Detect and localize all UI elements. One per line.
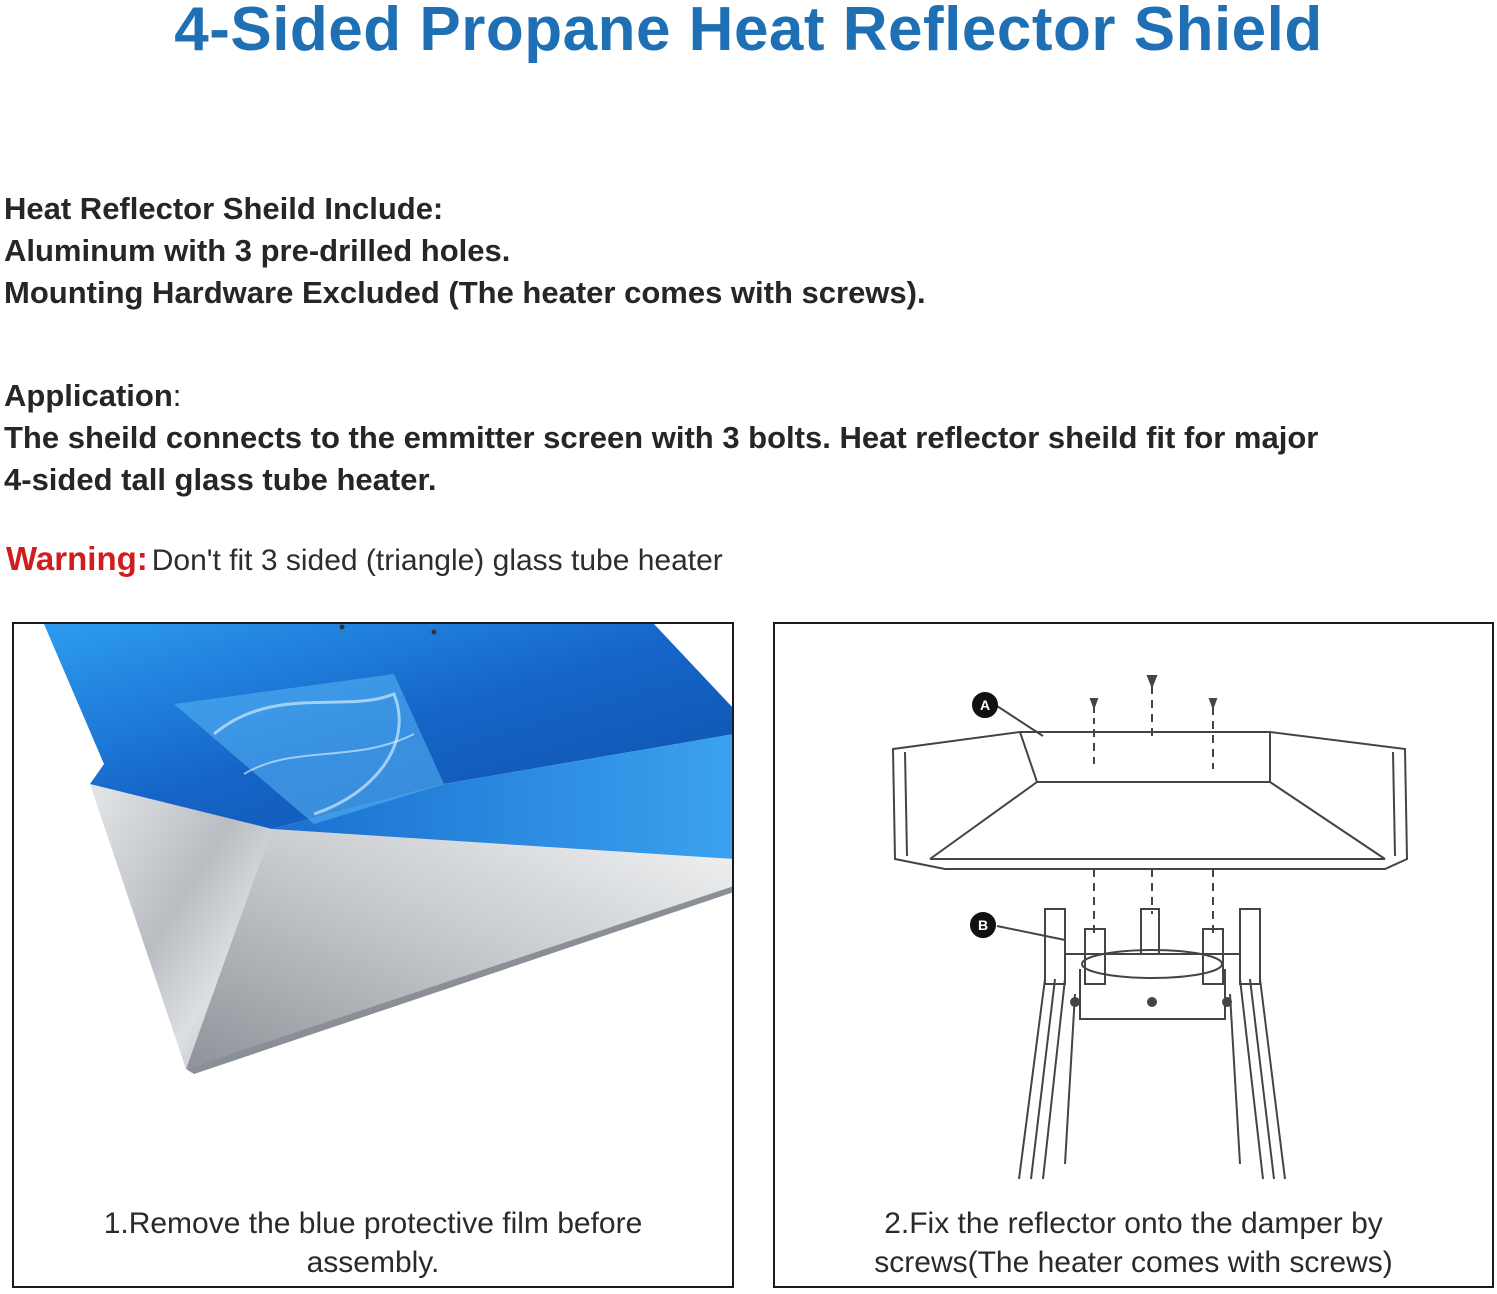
page-title: 4-Sided Propane Heat Reflector Shield — [174, 0, 1323, 64]
caption-line: 2.Fix the reflector onto the damper by — [884, 1207, 1383, 1240]
warning-label: Warning: — [6, 540, 148, 577]
alignment-lines — [1094, 869, 1213, 934]
warning-line — [6, 540, 723, 578]
drilled-hole — [340, 625, 345, 630]
aluminum-face-right — [186, 829, 734, 1069]
callout-b-label: B — [977, 917, 989, 933]
film-removal-caption — [14, 1204, 732, 1282]
includes-item: Aluminum with 3 pre-drilled holes. — [4, 233, 511, 268]
callout-leader-b — [997, 926, 1065, 940]
screws-drawing — [1091, 676, 1216, 769]
heater-frame-drawing — [1019, 909, 1285, 1179]
shield-photo-illustration — [14, 624, 734, 1204]
caption-line: assembly. — [306, 1246, 440, 1279]
installation-diagram — [775, 624, 1494, 1204]
film-removal-panel — [12, 622, 734, 1288]
application-heading-text: Application — [4, 378, 173, 413]
drilled-hole — [432, 630, 437, 635]
application-section — [4, 375, 1318, 501]
application-heading — [4, 375, 1318, 417]
caption-line: 1.Remove the blue protective film before — [103, 1207, 643, 1240]
installation-panel — [773, 622, 1494, 1288]
application-line: 4-sided tall glass tube heater. — [4, 462, 437, 497]
includes-item: Mounting Hardware Excluded (The heater comes with screws). — [4, 275, 926, 310]
installation-caption — [775, 1204, 1492, 1282]
callout-a-label: A — [979, 697, 991, 713]
reflector-shield-drawing — [893, 732, 1407, 869]
application-heading-colon: : — [172, 378, 182, 413]
includes-heading: Heat Reflector Sheild Include: — [4, 191, 444, 226]
warning-text: Don't fit 3 sided (triangle) glass tube heater — [151, 544, 723, 577]
caption-line: screws(The heater comes with screws) — [874, 1246, 1393, 1279]
includes-section — [4, 188, 926, 314]
application-line: The sheild connects to the emmitter screen with 3 bolts. Heat reflector sheild fit for major — [4, 420, 1319, 455]
